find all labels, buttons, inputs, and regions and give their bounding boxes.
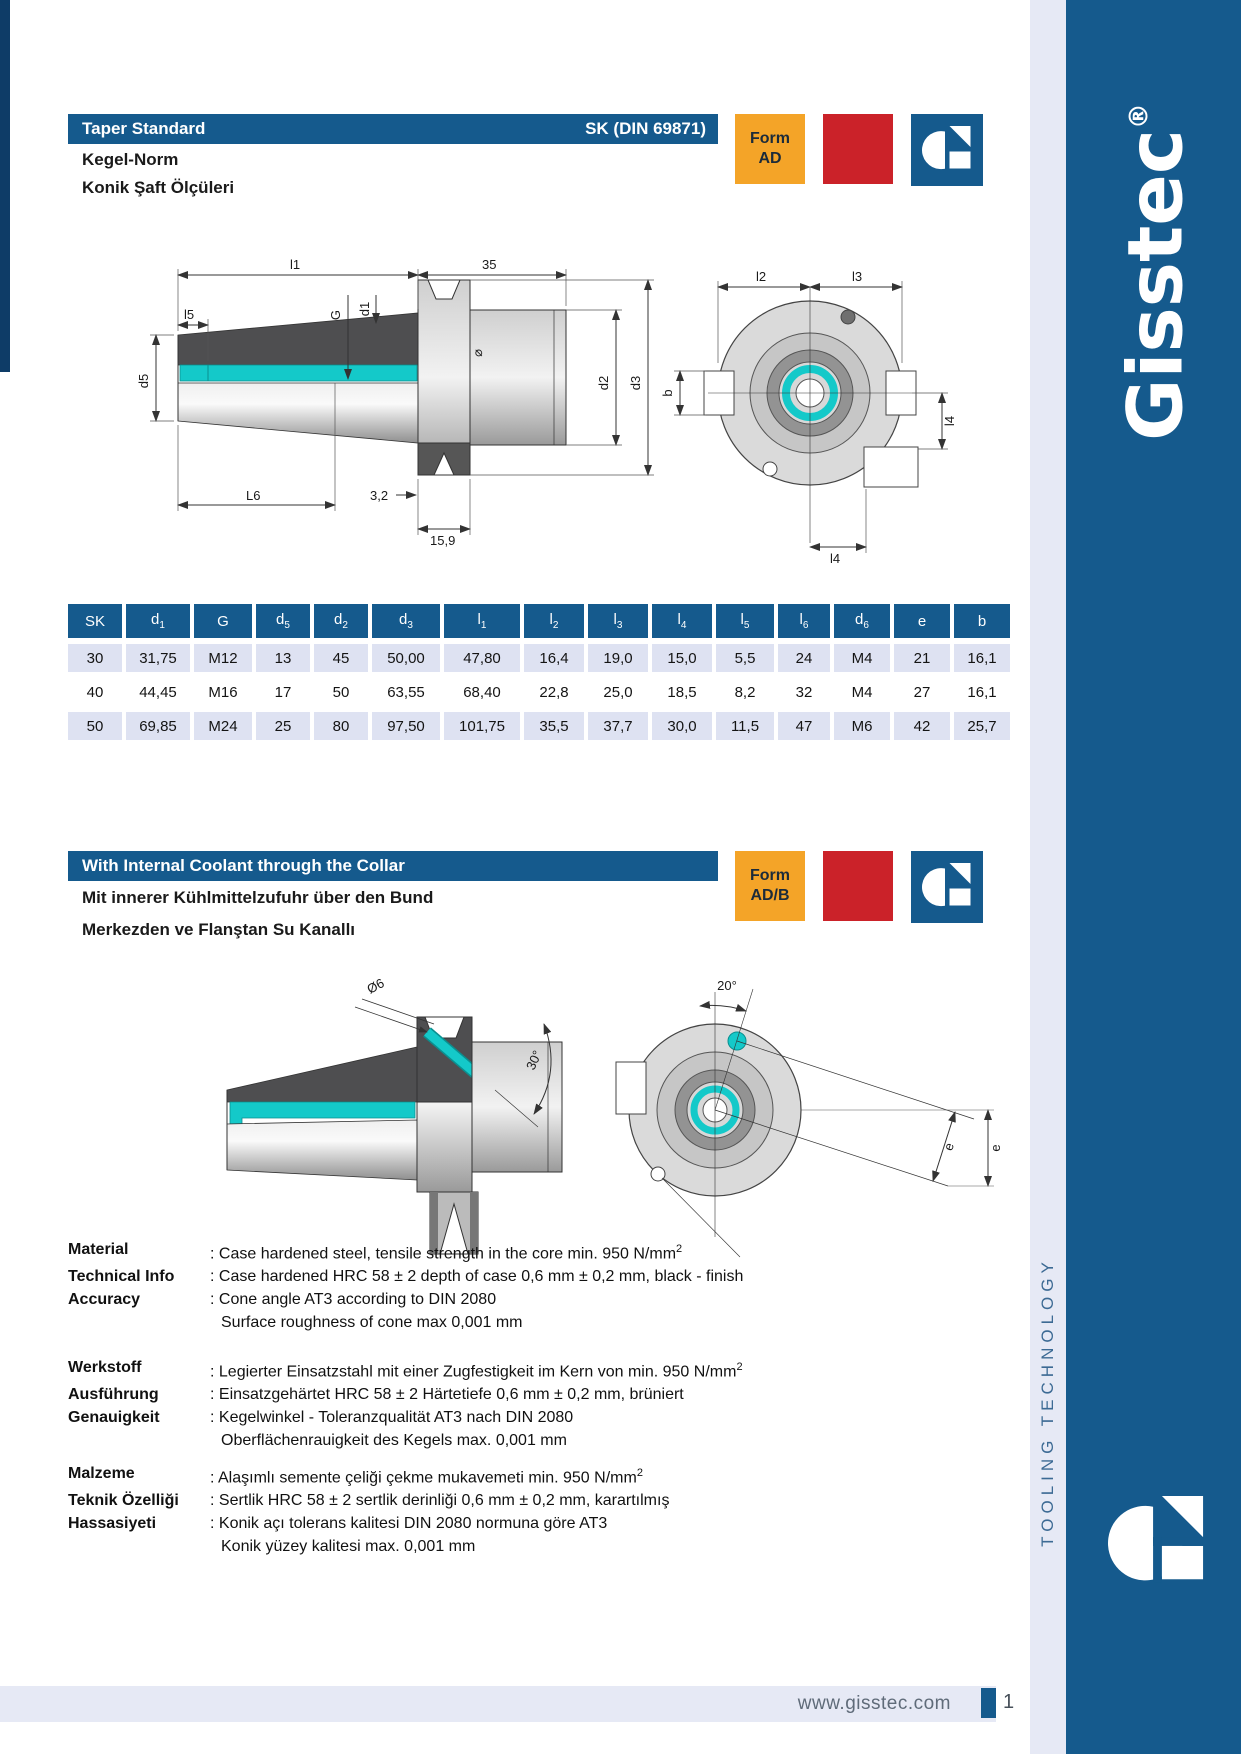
taper-side-view	[178, 280, 566, 475]
section2-title-en: With Internal Coolant through the Collar	[82, 856, 405, 875]
spec-text: : Case hardened HRC 58 ± 2 depth of case 0,6 mm ± 0,2 mm, black - finish	[210, 1268, 744, 1286]
table-cell: 50	[332, 683, 350, 701]
diameter-symbol: ⌀	[470, 349, 485, 357]
flange-front-view	[704, 287, 918, 543]
website-link: www.gisstec.com	[797, 1693, 951, 1714]
table-cell: 25,0	[603, 683, 633, 701]
dim-label-b: b	[660, 389, 675, 397]
spec-label: Ausführung	[68, 1386, 159, 1404]
spec-row	[68, 1383, 948, 1406]
table-row	[68, 678, 1010, 706]
column-header: $d_3$	[372, 604, 440, 638]
table-cell: 101,75	[444, 712, 520, 740]
spec-text: : Alaşımlı semente çeliği çekme mukavemeti min. 950 $N/mm^2$	[210, 1467, 643, 1487]
specs-turkish	[68, 1462, 948, 1558]
table-cell: 25	[256, 712, 310, 740]
spec-row	[68, 1406, 948, 1429]
spec-row	[68, 1512, 948, 1535]
table-cell: M4	[851, 683, 873, 701]
section2-red-box	[823, 851, 893, 921]
column-header: b	[954, 604, 1010, 638]
dim-label-l1: l1	[290, 257, 301, 272]
spec-row	[68, 1535, 948, 1558]
section2-logo-box	[911, 851, 983, 923]
table-cell: 16,4	[524, 644, 584, 672]
table-cell: 27	[913, 683, 931, 701]
table-cell: 5,5	[716, 644, 774, 672]
spec-label	[68, 1429, 210, 1452]
specs-german	[68, 1356, 948, 1452]
spec-row	[68, 1288, 948, 1311]
column-header: e	[894, 604, 950, 638]
column-header: $l_5$	[716, 604, 774, 638]
section1-red-box	[823, 114, 893, 184]
table-cell: 16,1	[954, 644, 1010, 672]
section2-title-de: Mit innerer Kühlmittelzufuhr über den Bund	[82, 888, 434, 907]
brand-logo-text: Gisstec®	[1110, 103, 1200, 441]
dim-label-l2: l2	[756, 269, 767, 284]
taper-drawing-section1	[130, 243, 980, 573]
spec-row	[68, 1429, 948, 1452]
dim-label-l5: l5	[184, 307, 195, 322]
registered-mark: ®	[1124, 103, 1155, 130]
table-cell: 47,80	[444, 644, 520, 672]
table-cell: M4	[834, 644, 890, 672]
column-header: $l_2$	[524, 604, 584, 638]
dimension-table	[64, 598, 1014, 746]
table-cell: 47	[778, 712, 830, 740]
table-cell: 50,00	[372, 644, 440, 672]
table-cell: 21	[894, 644, 950, 672]
table-cell: 25,7	[954, 712, 1010, 740]
dim-label-20deg: 20°	[717, 978, 737, 993]
table-cell: 30	[68, 644, 122, 672]
dim-label-l4-bottom: l4	[830, 551, 841, 566]
dim-label-l3: l3	[852, 269, 863, 284]
column-header: $l_4$	[652, 604, 712, 638]
table-cell: 45	[314, 644, 368, 672]
table-cell: 22,8	[539, 683, 569, 701]
spec-row	[68, 1462, 948, 1489]
spec-label: Material	[68, 1241, 129, 1258]
table-cell: 19,0	[588, 644, 648, 672]
spec-label: Teknik Özelliği	[68, 1492, 179, 1510]
gisstec-g-icon	[922, 125, 972, 175]
table-cell: 42	[894, 712, 950, 740]
dim-label-d1: d1	[357, 301, 372, 317]
section1-title-bar	[68, 114, 718, 144]
table-cell: 68,40	[463, 683, 501, 701]
table-cell: 30,0	[652, 712, 712, 740]
column-header: $l_1$	[444, 604, 520, 638]
table-cell: M16	[208, 683, 238, 701]
table-cell: 18,5	[667, 683, 697, 701]
table-cell: 40	[86, 683, 104, 701]
dim-label-e-diagonal: e	[940, 1140, 957, 1153]
left-accent-bar	[0, 0, 10, 372]
column-header: $d_1$	[126, 604, 190, 638]
dim-label-e-vertical: e	[988, 1144, 1003, 1152]
spec-text: : Sertlik HRC 58 ± 2 sertlik derinliği 0,6 mm ± 0,2 mm, karartılmış	[210, 1492, 670, 1510]
footer-band	[0, 1686, 996, 1722]
spec-label: Malzeme	[68, 1465, 135, 1482]
page-number-square	[981, 1688, 996, 1718]
column-header: $l_6$	[778, 604, 830, 638]
spec-text: : Cone angle AT3 according to DIN 2080	[210, 1291, 497, 1309]
dim-label-d3: d3	[628, 375, 643, 391]
section1-title-tr: Konik Şaft Ölçüleri	[82, 178, 235, 197]
dim-label-d2: d2	[596, 375, 611, 391]
table-cell: 8,2	[734, 683, 756, 701]
dim-label-l4-right: l4	[942, 415, 957, 427]
table-cell: 13	[256, 644, 310, 672]
table-cell: 35,5	[524, 712, 584, 740]
section1-standard: SK (DIN 69871)	[585, 119, 706, 138]
table-cell: 37,7	[588, 712, 648, 740]
gisstec-g-icon	[1108, 1494, 1206, 1592]
table-cell: 63,55	[387, 683, 425, 701]
dim-label-15-9: 15,9	[430, 533, 456, 548]
column-header: SK	[68, 604, 122, 638]
page-number: 1	[1003, 1691, 1015, 1713]
section1-title-en: Taper Standard	[82, 119, 206, 138]
spec-text: : Legierter Einsatzstahl mit einer Zugfestigkeit im Kern von min. 950 $N/mm^2$	[210, 1361, 743, 1381]
gisstec-g-icon	[922, 862, 972, 912]
spec-label: Hassasiyeti	[68, 1515, 157, 1533]
section2-form-badge	[735, 851, 805, 921]
dim-label-dia6: Ø6	[364, 975, 387, 997]
column-header: $d_2$	[314, 604, 368, 638]
table-cell: 24	[778, 644, 830, 672]
spec-row	[68, 1265, 948, 1288]
spec-label: Werkstoff	[68, 1359, 142, 1376]
column-header: G	[194, 604, 252, 638]
spec-text: : Case hardened steel, tensile strength in the core min. 950 $N/mm^2$	[210, 1243, 683, 1263]
spec-row	[68, 1238, 948, 1265]
section1-title-de: Kegel-Norm	[82, 150, 179, 169]
dim-label-G: G	[328, 309, 343, 321]
table-cell: 44,45	[139, 683, 177, 701]
spec-text: Konik yüzey kalitesi max. 0,001 mm	[221, 1538, 476, 1556]
table-cell: 31,75	[126, 644, 190, 672]
form-value: AD	[758, 150, 782, 167]
specs-english	[68, 1238, 948, 1334]
coolant-side-view	[227, 1017, 562, 1254]
spec-row	[68, 1489, 948, 1512]
spec-label: Accuracy	[68, 1291, 141, 1309]
table-cell: 69,85	[126, 712, 190, 740]
table-cell: M24	[194, 712, 252, 740]
spec-text: : Einsatzgehärtet HRC 58 ± 2 Härtetiefe 0,6 mm ± 0,2 mm, brüniert	[210, 1386, 684, 1404]
spec-text: : Konik açı tolerans kalitesi DIN 2080 normuna göre AT3	[210, 1515, 608, 1533]
section2-title-tr: Merkezden ve Flanştan Su Kanallı	[82, 920, 356, 939]
spec-row	[68, 1311, 948, 1334]
spec-text: : Kegelwinkel - Toleranzqualität AT3 nach DIN 2080	[210, 1409, 574, 1427]
brand-tagline: TOOLING TECHNOLOGY	[1038, 1257, 1057, 1547]
table-cell: 17	[274, 683, 292, 701]
dim-label-30deg: 30°	[522, 1048, 545, 1073]
coolant-front-view	[616, 989, 801, 1257]
table-cell: 97,50	[372, 712, 440, 740]
column-header: $l_3$	[588, 604, 648, 638]
dim-label-35: 35	[482, 257, 497, 272]
section1-form-badge	[735, 114, 805, 184]
spec-label: Technical Info	[68, 1268, 175, 1286]
spec-text: Surface roughness of cone max 0,001 mm	[221, 1314, 523, 1332]
column-header: $d_5$	[256, 604, 310, 638]
column-header: $d_6$	[834, 604, 890, 638]
table-cell: 11,5	[716, 712, 774, 740]
table-cell: 80	[314, 712, 368, 740]
form-label: Form	[750, 130, 790, 147]
dim-label-L6: L6	[246, 488, 261, 503]
table-row	[68, 712, 1010, 740]
spec-label: Genauigkeit	[68, 1409, 160, 1427]
table-cell: M6	[834, 712, 890, 740]
spec-row	[68, 1356, 948, 1383]
dim-label-d5: d5	[136, 373, 151, 389]
table-row	[68, 644, 1010, 672]
table-cell: 16,1	[967, 683, 997, 701]
spec-label	[68, 1311, 210, 1334]
table-cell: 32	[795, 683, 813, 701]
section1-logo-box	[911, 114, 983, 186]
spec-label	[68, 1535, 210, 1558]
spec-text: Oberflächenrauigkeit des Kegels max. 0,001 mm	[221, 1432, 567, 1450]
form-label: Form	[750, 867, 790, 884]
section2-title-bar	[68, 851, 718, 881]
table-cell: M12	[194, 644, 252, 672]
table-cell: 15,0	[652, 644, 712, 672]
table-cell: 50	[68, 712, 122, 740]
form-value: AD/B	[750, 887, 790, 904]
dim-label-3-2: 3,2	[370, 488, 389, 503]
